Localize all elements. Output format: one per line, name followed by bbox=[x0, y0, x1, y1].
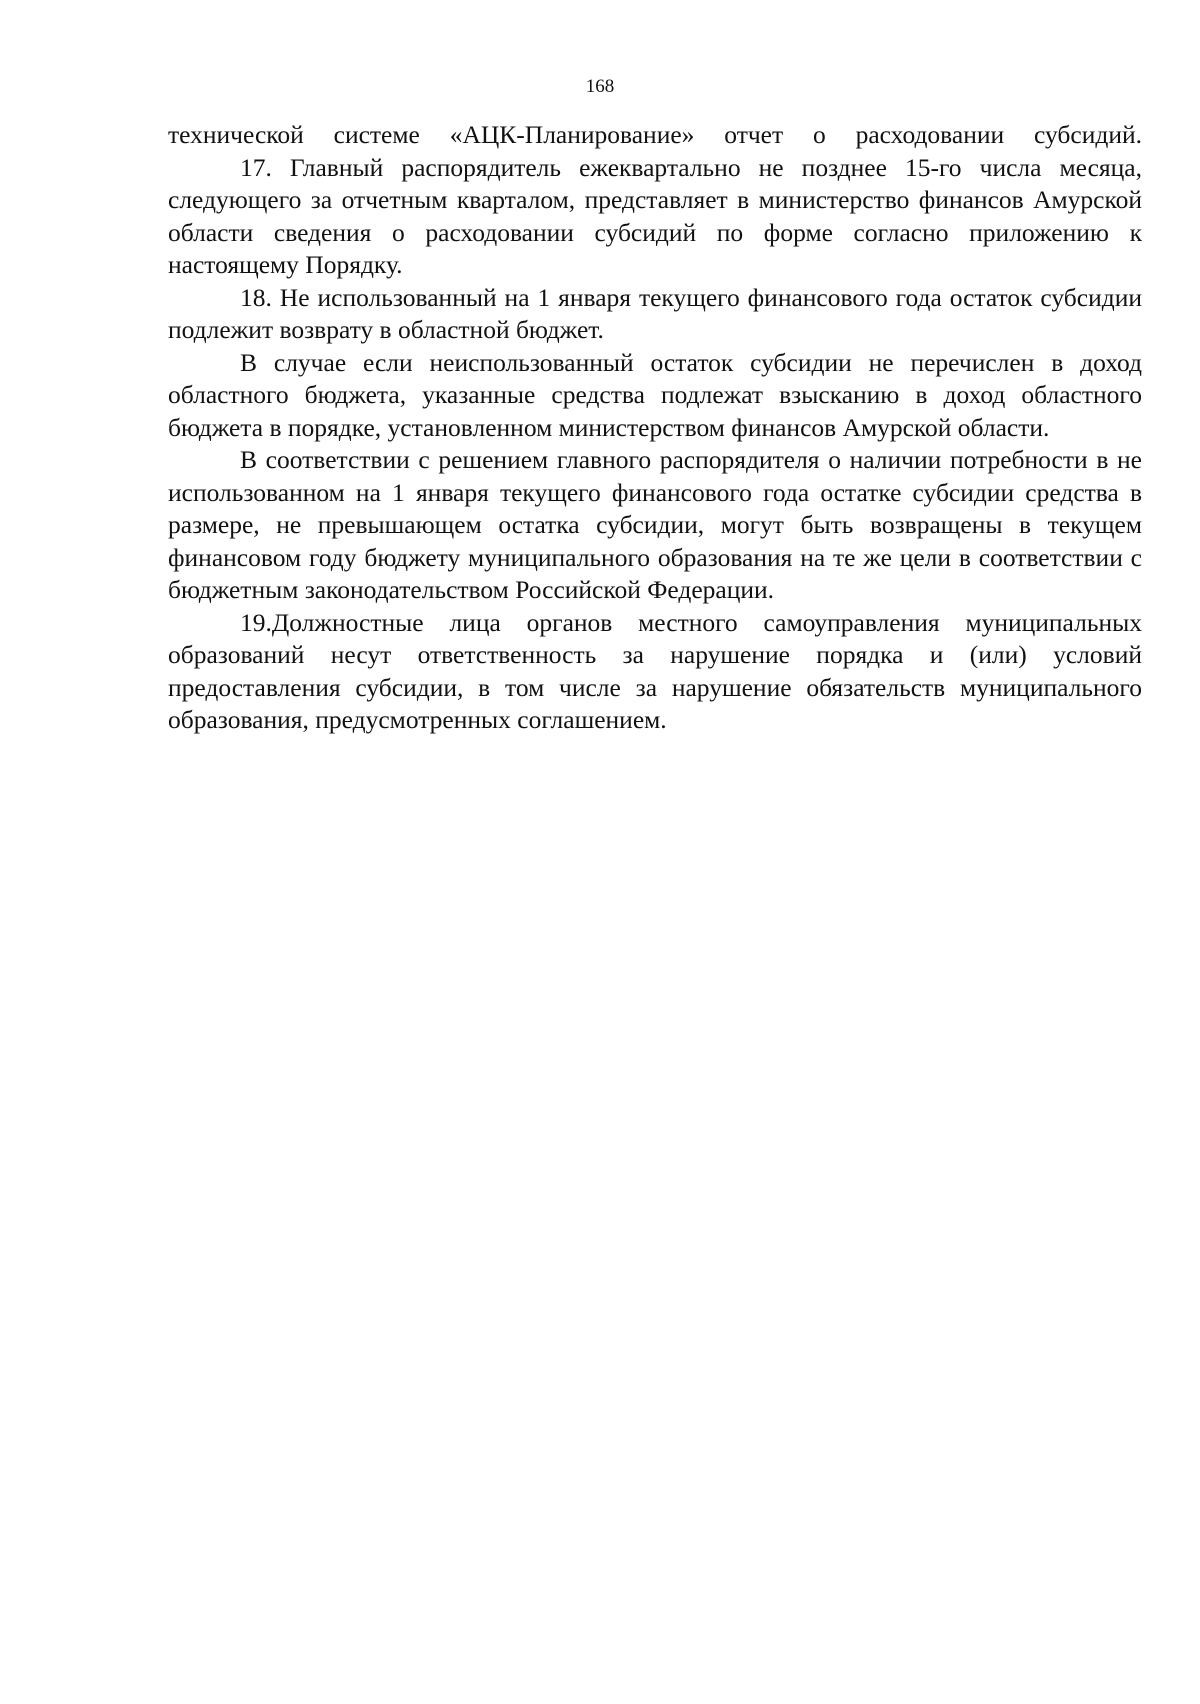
paragraph-continuation: технической системе «АЦК-Планирование» отчет о расходовании субсидий. bbox=[168, 120, 1142, 149]
page-number: 168 bbox=[585, 76, 615, 97]
document-body bbox=[168, 119, 1142, 737]
paragraph-19-responsibility: 19.Должностные лица органов местного самоуправления муниципальных образований несут ответственность за нарушение порядка и (или) условий предоставления субсидии, в том числе за нарушение обязательств муниципального образования, предусмотренных соглашением. bbox=[168, 607, 1142, 734]
paragraph-return-of-funds: В соответствии с решением главного распорядителя о наличии потребности в не использованном на 1 января текущего финансового года остатке субсидии средства в размере, не превышающем остатка субсидии, могут быть возвращены в текущем финансовом году бюджету муниципального образования на те же цели в соответствии с бюджетным законодательством Российской Федерации. bbox=[168, 445, 1142, 604]
paragraph-18-unused-balance: 18. Не использованный на 1 января текущего финансового года остаток субсидии подлежит возврату в областной бюджет. bbox=[168, 282, 1142, 344]
paragraph-recovery: В случае если неиспользованный остаток субсидии не перечислен в доход областного бюджета, указанные средства подлежат взысканию в доход областного бюджета в порядке, установленном министерством финансов Амурской области. bbox=[168, 347, 1142, 442]
paragraph-17-quarterly-report: 17. Главный распорядитель ежеквартально не позднее 15-го числа месяца, следующего за отчетным кварталом, представляет в министерство финансов Амурской области сведения о расходовании субсидий по форме согласно приложению к настоящему Порядку. bbox=[168, 152, 1142, 279]
